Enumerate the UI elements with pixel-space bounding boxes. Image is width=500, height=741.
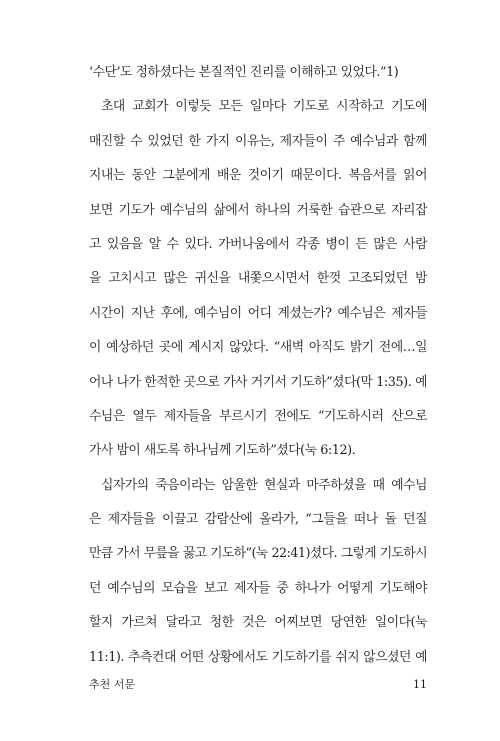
text-line: 을 고치시고 많은 귀신을 내쫓으시면서 한껏 고조되었던 밤 bbox=[89, 271, 427, 287]
text-line: 던 예수님의 모습을 보고 제자들 중 하나가 어떻게 기도해야 bbox=[89, 580, 427, 596]
text-line: 이 예상하던 곳에 계시지 않았다. “새벽 아직도 밝기 전에…일 bbox=[89, 340, 427, 356]
running-footer-title: 추천 서문 bbox=[89, 678, 136, 691]
text-line: 시간이 지난 후에, 예수님이 어디 계셨는가? 예수님은 제자들 bbox=[89, 305, 427, 321]
text-line: 은 제자들을 이끌고 감람산에 올라가, “그들을 떠나 돌 던질 bbox=[89, 512, 427, 528]
text-line: 수님은 열두 제자들을 부르시기 전에도 “기도하시러 산으로 bbox=[89, 408, 427, 424]
paragraph-first-line: 초대 교회가 이렇듯 모든 일마다 기도로 시작하고 기도에 bbox=[101, 99, 427, 115]
text-line: 어나 나가 한적한 곳으로 가사 거기서 기도하”셨다(막 1:35). 예 bbox=[89, 374, 427, 390]
page-footer bbox=[89, 675, 427, 695]
text-line: 지내는 동안 그분에게 배운 것이기 때문이다. 복음서를 읽어 bbox=[89, 168, 427, 184]
text-line: 고 있음을 알 수 있다. 가버나움에서 각종 병이 든 많은 사람 bbox=[89, 236, 427, 252]
text-line: 매진할 수 있었던 한 가지 이유는, 제자들이 주 예수님과 함께 bbox=[89, 133, 427, 149]
text-line: 보면 기도가 예수님의 삶에서 하나의 거룩한 습관으로 자리잡 bbox=[89, 202, 427, 218]
body-text bbox=[89, 56, 427, 675]
paragraph-first-line: 십자가의 죽음이라는 암울한 현실과 마주하셨을 때 예수님 bbox=[101, 477, 427, 493]
page-number: 11 bbox=[413, 678, 427, 691]
text-line: 만큼 가서 무릎을 꿇고 기도하”(눅 22:41)셨다. 그렇게 기도하시 bbox=[89, 546, 427, 562]
text-line: ‘수단’도 정하셨다는 본질적인 진리를 이해하고 있었다.”1) bbox=[89, 65, 399, 80]
text-line: 가사 밤이 새도록 하나님께 기도하”셨다(눅 6:12). bbox=[89, 443, 356, 459]
text-line: 할지 가르쳐 달라고 청한 것은 어찌보면 당연한 일이다(눅 bbox=[89, 615, 427, 631]
text-line: 11:1). 추측컨대 어떤 상황에서도 기도하기를 쉬지 않으셨던 예 bbox=[89, 649, 427, 665]
